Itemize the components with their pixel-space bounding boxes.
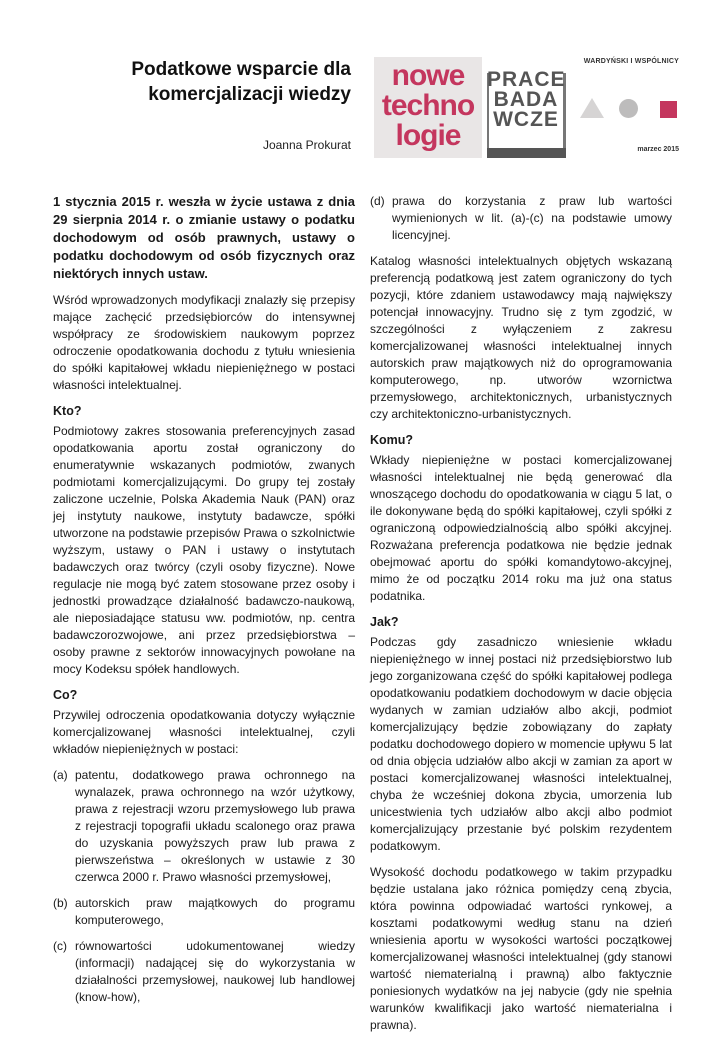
title-line-1: Podatkowe wsparcie dla: [131, 59, 351, 80]
intro-paragraph: Wśród wprowadzonych modyfikacji znalazły się przepisy mające zachęcić przedsiębiorców do intensywnej współpracy ze środowiskiem naukowym poprzez odroczenie opodatkowania dochodu z tytułu wniesienia do spółki kapitałowej wkładu niepieniężnego w postaci własności intelektualnej.: [53, 293, 355, 392]
kto-paragraph: Podmiotowy zakres stosowania preferencyjnych zasad opodatkowania aportu został ograniczony do enumeratywnie wskazanych podmiotów, zwanych podmiotami komercjalizującymi. Do grupy tej zostały zaliczone uczelnie, Polska Akademia Nauk (PAN) oraz jej instytuty naukowe, instytuty badawcze, spółki utworzone na podstawie przepisów Prawa o szkolnictwie wyższym, ustawy o PAN i ustawy o instytutach badawczych oraz twórcy (czyli osoby fizyczne). Nowe regulacje nie mogą być zatem stosowane przez osoby i jednostki prowadzące działalność badawczo-naukową, ale nieposiadające statusu ww. podmiotów, np. centra badawczorozwojowe, ani przez przedsiębiorstwa – osoby prawne z sektorów innowacyjnych powołane na mocy Kodeksu spółek handlowych.: [53, 424, 355, 676]
logo-word-1: nowe: [391, 59, 465, 92]
list-item-label: (a): [53, 768, 68, 782]
catalog-paragraph: Katalog własności intelektualnych objętych wskazaną preferencją podatkową jest zatem ograniczony do tych pozycji, które zdaniem ustawodawcy mają największy potencjał innowacyjny. Trudno się z tym zgodzić, w szczególności z wyłączeniem z zakresu komercjalizowanej własności intelektualnej innych autorskich praw majątkowych niż do oprogramowania komputerowego, np. utworów wzornictwa przemysłowego, architektonicznych, urbanistycznych czy architektoniczno-urbanistycznych.: [370, 254, 672, 421]
triangle-icon: [580, 98, 604, 118]
logo-word-2: techno: [381, 89, 475, 122]
series-word-1: PRACE: [487, 68, 566, 91]
komu-paragraph: Wkłady niepieniężne w postaci komercjalizowanej własności intelektualnej nie będą generować dla wnoszącego dochodu do opodatkowania w ciągu 5 lat, o ile dokonywane będą do spółki kapitałowej, czyli spółki z ograniczoną odpowiedzialnością albo spółki akcyjnej. Rozważana preferencja podatkowa nie będzie jednak obejmować aportu do spółki komandytowo-akcyjnej, mimo że od początku 2014 roku ma już ona status podatnika.: [370, 453, 672, 603]
list-item-label: (d): [370, 194, 385, 208]
page-title: [51, 57, 351, 107]
lead-paragraph: 1 stycznia 2015 r. weszła w życie ustawa z dnia 29 sierpnia 2014 r. o zmianie ustawy o podatku dochodowym od osób prawnych, ustawy o podatku dochodowym od osób fizycznych oraz niektórych innych ustaw.: [53, 194, 355, 281]
square-icon: [660, 101, 677, 118]
heading-komu: Komu?: [370, 433, 414, 447]
jak-paragraph: Podczas gdy zasadniczo wniesienie wkładu niepieniężnego w innej postaci niż przedsiębiorstwo lub jego zorganizowana część do spółki kapitałowej podlega opodatkowaniu podatkiem dochodowym w dacie objęcia wydanych w zamian udziałów albo akcji, podmiot komercjalizujący będzie zobowiązany do zapłaty podatku dochodowego dopiero w momencie upływu 5 lat od dnia objęcia udziałów albo akcji w zamian za aport w postaci komercjalizowanej własności intelektualnej, chyba że wcześniej dokona zbycia, umorzenia lub unicestwienia tych udziałów albo akcji albo podmiot komercjalizujący przestanie być polskim rezydentem podatkowym.: [370, 635, 672, 853]
value-paragraph: Wysokość dochodu podatkowego w takim przypadku będzie ustalana jako różnica pomiędzy ceną zbycia, która powinna odpowiadać wartości rynkowej, a kosztami podatkowymi według stanu na dzień wniesienia aportu w wysokości wartości początkowej komercjalizowanej własności intelektualnej (gdy stanowi wartość niematerialną i prawną) albo faktycznie poniesionych wydatków na jej nabycie (gdy nie spełnia warunków kwalifikacji jako wartość niematerialna i prawna).: [370, 865, 672, 1032]
list-item: [53, 767, 355, 886]
logo-word-3: logie: [395, 119, 461, 152]
list-item: [53, 938, 355, 1006]
list-item-text: równowartości udokumentowanej wiedzy (informacji) nadającej się do wykorzystania w działalności przemysłowej, naukowej lub handlowej (know-how),: [75, 939, 355, 1004]
heading-co: Co?: [53, 688, 78, 702]
title-line-2: komercjalizacji wiedzy: [148, 84, 351, 105]
issue-date: marzec 2015: [637, 146, 679, 153]
brand-name: WARDYŃSKI I WSPÓLNICY: [583, 58, 679, 65]
heading-jak: Jak?: [370, 615, 399, 629]
author-name: Joanna Prokurat: [262, 138, 351, 152]
co-paragraph: Przywilej odroczenia opodatkowania dotyczy wyłącznie komercjalizowanej własności intelektualnej, czyli wkładów niepieniężnych w postaci:: [53, 708, 355, 756]
list-item-text: autorskich praw majątkowych do programu komputerowego,: [75, 896, 355, 927]
series-word-2: BADA: [493, 88, 559, 111]
list-item: [53, 895, 355, 929]
list-item: [370, 193, 672, 244]
list-item-label: (c): [53, 939, 67, 953]
nowe-technologie-logo: [374, 57, 482, 158]
prace-badawcze-bar: [487, 148, 566, 158]
list-item-label: (b): [53, 896, 68, 910]
series-word-3: WCZE: [493, 108, 559, 131]
heading-kto: Kto?: [53, 404, 82, 418]
left-column: [53, 193, 355, 1015]
list-item-text: patentu, dodatkowego prawa ochronnego na wynalazek, prawa ochronnego na wzór użytkowy, prawa z rejestracji wzoru przemysłowego lub prawa z rejestracji topografii układu scalonego oraz prawa do uzyskania powyższych praw lub prawa z pierwszeństwa – określonych w ustawie z 30 czerwca 2000 r. Prawo własności przemysłowej,: [75, 768, 355, 884]
right-column: [370, 193, 672, 1043]
circle-icon: [619, 99, 638, 118]
list-item-text: prawa do korzystania z praw lub wartości wymienionych w lit. (a)-(c) na podstawie umowy licencyjnej.: [392, 194, 672, 242]
prace-badawcze-logo: [487, 70, 565, 130]
